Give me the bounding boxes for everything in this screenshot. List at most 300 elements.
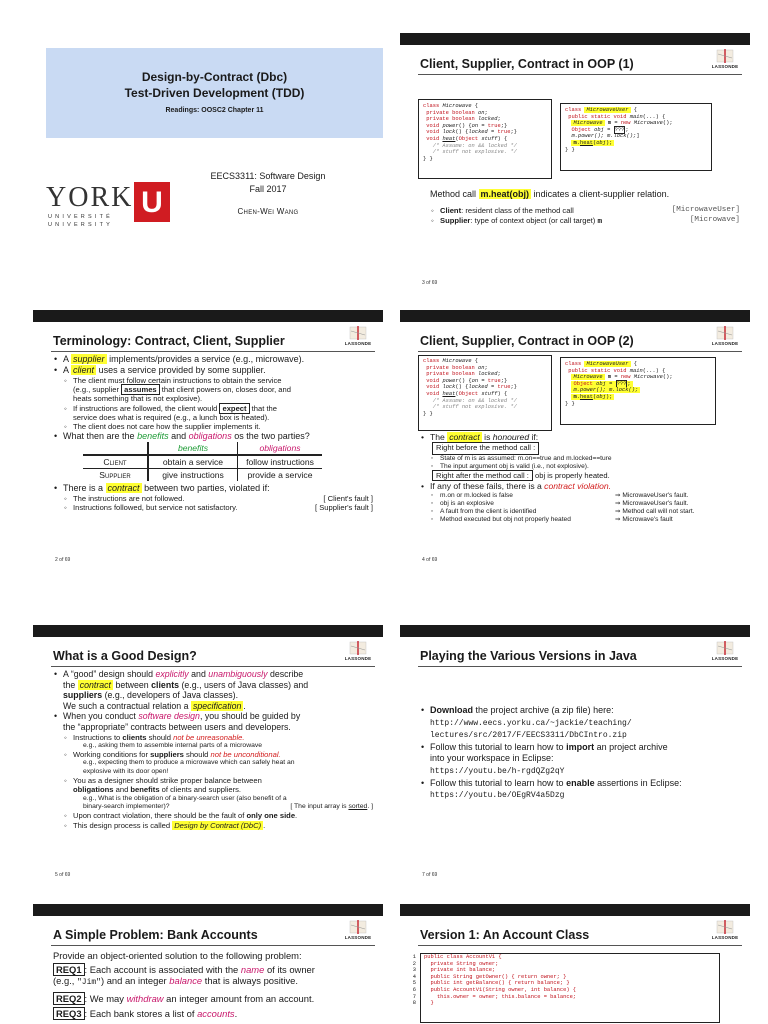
text: Upon contract violation, there should be the fault of — [73, 811, 245, 821]
york-sub-en: UNIVERSITY — [48, 222, 114, 228]
text: suppliers — [63, 690, 103, 701]
obligations-term: obligations — [188, 431, 232, 442]
table-cell: provide a service — [247, 470, 313, 481]
lassonde-logo — [708, 49, 742, 73]
text: if: — [531, 432, 539, 442]
fault-result: ⇒ Method call will not start. — [615, 507, 695, 515]
text: m.on or m.locked is false — [440, 491, 513, 499]
method-call-code: m.heat(obj) — [480, 189, 530, 199]
text: suppliers — [150, 750, 184, 760]
text: the — [63, 679, 76, 690]
sub-bullet — [53, 733, 373, 742]
code-comment: /* stuff not explosive. */ — [423, 404, 517, 411]
slide-body — [420, 705, 740, 802]
code-line: this.owner = owner; this.balance = balance; — [424, 993, 577, 1000]
lassonde-logo — [708, 641, 742, 665]
code-line: Microwave m = new Microwave(); — [573, 374, 673, 381]
york-logo — [46, 182, 186, 232]
text: : Each bank stores a list of — [84, 1008, 195, 1020]
bullet-enable — [420, 778, 740, 802]
bullet-software-design — [53, 711, 373, 732]
text: software design — [138, 711, 200, 722]
code-line: } } — [423, 410, 433, 417]
text: . — [234, 1008, 238, 1020]
code-line: } — [424, 1000, 434, 1007]
text: explosive with its door open! — [83, 767, 169, 775]
slide-bank-accounts — [33, 904, 383, 1024]
slide-title-line1: Design-by-Contract (Dbc) — [141, 70, 288, 84]
tutorial-link[interactable]: https://youtu.be/OEgRV4a5Dzg — [430, 791, 565, 801]
text: benefits — [130, 785, 160, 795]
slide-heading: Playing the Various Versions in Java — [420, 649, 637, 663]
bullet-violation — [420, 481, 742, 491]
client-label: Client — [440, 206, 462, 215]
text: The client must follow certain instructions to obtain the service — [73, 376, 282, 385]
text: Method call — [430, 189, 477, 199]
text: If any of these fails, there is a — [430, 481, 542, 492]
code-line: } } — [565, 400, 575, 407]
lassonde-wordmark: LASSONDE — [344, 935, 372, 940]
code-line: private boolean on; — [426, 109, 488, 116]
slide-client-supplier-1 — [400, 33, 750, 298]
client-definition — [420, 206, 740, 215]
author: Chen-Wei Wang — [237, 207, 299, 216]
code-microwave — [418, 99, 552, 179]
slide-header-bar — [400, 904, 750, 916]
after-call-label: Right after the method call : — [432, 470, 533, 481]
code-line: public AccountV1(String owner, int balance) { — [424, 986, 577, 993]
text: "Jim" — [76, 978, 101, 988]
title-banner — [46, 48, 383, 138]
text: Follow this tutorial to learn how to — [430, 777, 564, 788]
text: A “good” design should — [63, 669, 153, 679]
lassonde-logo — [708, 920, 742, 944]
text: The input argument obj is valid (i.e., not explosive). — [440, 462, 589, 470]
code-microwave — [418, 355, 552, 431]
text: of clients and suppliers. — [161, 785, 242, 795]
sub-bullet — [420, 500, 742, 508]
sub-bullet: ◦ Upon contract violation, there should be the fault of only one side. — [53, 811, 373, 820]
text: that client powers on, closes door, and — [161, 385, 291, 395]
text: A fault from the client is identified — [440, 507, 537, 515]
lassonde-wordmark: LASSONDE — [344, 656, 372, 661]
lassonde-mark-icon — [715, 49, 735, 63]
code-line: void power() {on = true;} — [426, 122, 508, 129]
text: enable — [566, 777, 595, 788]
bullet-download — [420, 705, 740, 742]
code-comment: /* stuff not explosive. */ — [423, 149, 517, 156]
line-number: 7 — [412, 993, 416, 1000]
text: should — [148, 732, 171, 742]
line-number: 3 — [412, 967, 416, 974]
text: describe — [269, 669, 304, 679]
course-name: EECS3311: Software Design — [210, 171, 326, 181]
slide-heading: Client, Supplier, Contract in OOP (2) — [420, 334, 634, 348]
text: and — [171, 431, 187, 442]
line-number: 2 — [412, 960, 416, 967]
york-wordmark: YORK — [46, 182, 134, 213]
code-line: void lock() {locked = true;} — [426, 129, 517, 136]
sub-bullet — [420, 463, 742, 471]
specification-term: specification — [192, 700, 242, 711]
code-line: void heat(Object stuff) { — [426, 390, 508, 397]
code-line: m.heat(obj); — [573, 393, 613, 400]
line-number: 8 — [412, 1000, 416, 1007]
code-line: } } — [423, 155, 433, 162]
header-rule — [51, 351, 375, 352]
table-cell: give instructions — [148, 469, 238, 482]
violation-term: contract violation. — [544, 481, 612, 492]
course-term: Fall 2017 — [249, 184, 287, 194]
text: sorted — [348, 803, 368, 810]
sub-bullet — [53, 422, 373, 431]
sub-bullet — [420, 516, 742, 524]
lassonde-mark-icon — [348, 641, 368, 655]
lassonde-wordmark: LASSONDE — [344, 341, 372, 346]
page-number: 5 of 69 — [55, 872, 71, 878]
sub-bullet — [53, 750, 373, 759]
supplier-value: [Microwave] — [689, 216, 740, 224]
table-cell: Supplier — [83, 469, 148, 482]
code-line: private String owner; — [424, 960, 499, 967]
slide-header-bar — [400, 310, 750, 322]
bullet-supplier — [53, 354, 373, 365]
text: The client does not care how the supplier implements it. — [73, 422, 261, 432]
lassonde-mark-icon — [715, 326, 735, 340]
page-number: 3 of 69 — [422, 280, 438, 286]
slide-account-class — [400, 904, 750, 1024]
code-line: void lock() {locked = true;} — [426, 384, 517, 391]
code-comment: /* Assume: on && locked */ — [423, 142, 517, 149]
table-row — [83, 469, 322, 482]
text: (e.g., developers of Java classes). — [104, 690, 239, 701]
line-number: 6 — [412, 986, 416, 993]
header-rule — [51, 666, 375, 667]
supplier-definition — [420, 216, 740, 227]
slide-heading: Version 1: An Account Class — [420, 928, 590, 942]
text: explicitly — [155, 669, 189, 679]
slide-header-bar — [33, 904, 383, 916]
sub-bullet — [53, 494, 373, 503]
text: the “appropriate” contracts between users and developers. — [63, 721, 291, 732]
text: obligations — [73, 785, 114, 795]
lassonde-logo — [708, 326, 742, 350]
text: between two parties, violated if: — [144, 483, 270, 494]
text: not be unreasonable. — [173, 732, 245, 742]
text: implements/provides a service (e.g., microwave). — [109, 354, 305, 364]
table-header-row — [83, 442, 322, 455]
client-term: client — [73, 365, 95, 375]
contract-term: contract — [107, 483, 140, 494]
line-number: 4 — [412, 973, 416, 980]
table-header: benefits — [148, 442, 238, 455]
supplier-term: supplier — [73, 354, 105, 364]
text: (e.g., — [53, 975, 77, 987]
code-comment: /* Assume: on && locked */ — [423, 397, 517, 404]
header-rule — [418, 74, 742, 75]
text: This design process is called — [73, 820, 171, 830]
text: into your workspace in Eclipse: — [430, 753, 554, 764]
text: name — [240, 963, 265, 975]
slide-good-design — [33, 625, 383, 890]
text: Instructions followed, but service not satisfactory. — [73, 503, 238, 513]
sub-bullet — [53, 404, 373, 422]
text: assertions in Eclipse: — [597, 777, 682, 788]
text: e.g., expecting them to produce a microwave which can safely heat an — [83, 759, 295, 767]
table-cell: Client — [83, 455, 148, 469]
slide-heading: Terminology: Contract, Client, Supplier — [53, 334, 285, 348]
slide-header-bar — [33, 310, 383, 322]
table-row — [83, 455, 322, 469]
bullet-contract — [53, 483, 373, 494]
text: A — [63, 354, 69, 364]
slide-heading: Client, Supplier, Contract in OOP (1) — [420, 57, 634, 71]
text: When you conduct — [63, 711, 136, 722]
bullet-honoured — [420, 432, 742, 442]
contract-term: contract — [449, 432, 480, 442]
client-value: [MicrowaveUser] — [671, 206, 740, 214]
code-line: public static void main(...) { — [568, 113, 666, 120]
req-tag: REQ2 — [53, 992, 85, 1005]
requirement-2 — [53, 993, 375, 1005]
text: is — [484, 432, 491, 442]
text: and — [191, 669, 206, 679]
slide-title — [33, 33, 383, 298]
lassonde-wordmark: LASSONDE — [711, 64, 739, 69]
lassonde-logo — [341, 641, 375, 665]
slide-heading: A Simple Problem: Bank Accounts — [53, 928, 258, 942]
text: only one side — [246, 811, 296, 821]
bullet-import — [420, 742, 740, 778]
text: indicates a client-supplier relation. — [533, 189, 670, 199]
code-line: private boolean on; — [426, 364, 488, 371]
slide-body — [53, 950, 375, 1020]
text: os the two parties? — [234, 431, 310, 442]
text: : resident class of the method call — [461, 206, 574, 215]
code-line: class MicrowaveUser { — [565, 107, 637, 113]
code-microwave-user — [560, 357, 716, 425]
code-line: void heat(Object stuff) { — [426, 135, 508, 142]
text: that is always positive. — [204, 975, 298, 987]
code-microwave-user — [560, 103, 712, 171]
text: the project archive (a zip file) here: — [475, 705, 614, 715]
text: Follow this tutorial to learn how to — [430, 741, 564, 752]
code-line: } } — [565, 146, 575, 153]
benefits-table — [83, 442, 322, 481]
text: , you should be guided by — [199, 711, 301, 722]
page-number: 7 of 69 — [422, 872, 438, 878]
text: and — [115, 785, 129, 795]
text: We such a contractual relation a — [63, 700, 189, 711]
sub-bullet: ◦ This design process is called Design by Contract (DbC) . — [53, 821, 373, 830]
text: unambiguously — [208, 669, 268, 679]
after-call-row — [432, 471, 742, 481]
lassonde-mark-icon — [715, 641, 735, 655]
lassonde-mark-icon — [348, 326, 368, 340]
code-line: Microwave m = new Microwave(); — [573, 120, 673, 127]
code-line: class Microwave { — [423, 358, 479, 364]
fault-result: ⇒ MicrowaveUser's fault. — [615, 491, 689, 499]
table-cell: follow instructions — [246, 457, 314, 468]
tutorial-link[interactable]: https://youtu.be/h-rgdQZg2qY — [430, 766, 565, 776]
code-line: public static void main(...) { — [568, 367, 666, 374]
lassonde-wordmark: LASSONDE — [711, 935, 739, 940]
method-call-line — [430, 189, 669, 199]
code-line: public String getOwner() { return owner; } — [424, 973, 567, 980]
text: e.g., What is the obligation of a binary-search user (also benefit of a — [83, 794, 287, 802]
lassonde-wordmark: LASSONDE — [711, 341, 739, 346]
lassonde-mark-icon — [715, 920, 735, 934]
expect-box: expect — [219, 403, 249, 414]
text: heats something that is not explosive). — [73, 394, 203, 404]
text: A — [63, 365, 69, 375]
slide-java-versions — [400, 625, 750, 890]
code-line: m.heat(obj); — [573, 139, 613, 146]
sub-bullet — [53, 376, 373, 404]
sub-bullet — [420, 455, 742, 463]
code-line: m.power(); m.lock();] — [571, 133, 640, 140]
slide-body — [53, 354, 373, 513]
text: an project archive — [596, 741, 668, 752]
sub-bullet — [420, 492, 742, 500]
text: There is a — [63, 483, 104, 494]
code-line: public class AccountV1 { — [424, 954, 502, 960]
text: obj is properly heated. — [535, 470, 610, 480]
text: . ] — [367, 803, 373, 810]
table-header: obligations — [259, 443, 301, 454]
requirement-3 — [53, 1008, 375, 1020]
line-number: 5 — [412, 980, 416, 987]
text: (e.g., supplier — [73, 385, 120, 395]
text: If instructions are followed, the client would — [73, 403, 218, 413]
bullet-benefits — [53, 431, 373, 442]
text: withdraw — [126, 992, 164, 1004]
bullet-good-design: • A “good” design should explicitly and unambiguously describe the contract between clients (e.g., users of Java classes) and suppliers (e.g., developers of Java classes). We such a contractual relation a specification . — [53, 669, 373, 711]
sub-bullet — [53, 776, 373, 794]
supplier-label: Supplier — [440, 216, 471, 225]
text: clients — [151, 679, 180, 690]
fault-result: ⇒ Microwave's fault — [615, 515, 673, 523]
text: You as a designer should strike proper balance between — [73, 776, 262, 786]
text: obj is an explosive — [440, 499, 494, 507]
sub-bullet — [420, 508, 742, 516]
text: Method executed but obj not properly heated — [440, 515, 571, 523]
text: Instructions to — [73, 732, 121, 742]
slide-header-bar — [400, 625, 750, 637]
code-line: Object obj = ???; — [571, 126, 629, 133]
page-number: 4 of 69 — [422, 557, 438, 563]
code-line: Object obj = ???; — [573, 380, 631, 387]
header-rule — [418, 945, 742, 946]
code-line: private boolean locked; — [426, 371, 501, 378]
example-text — [53, 759, 373, 776]
text: that the — [251, 403, 278, 413]
lassonde-logo — [341, 326, 375, 350]
supplier-m: m — [597, 218, 603, 226]
text: not be unconditional. — [210, 750, 281, 760]
text: of its owner — [266, 963, 315, 975]
dbc-term: Design by Contract (DbC) — [174, 820, 262, 830]
text: The instructions are not followed. — [73, 494, 185, 504]
problem-intro: Provide an object-oriented solution to the following problem: — [53, 950, 302, 961]
slide-body — [420, 432, 742, 524]
text: : We may — [84, 992, 124, 1004]
text: accounts — [197, 1008, 235, 1020]
line-number: 1 — [412, 954, 416, 960]
header-rule — [418, 351, 742, 352]
download-link[interactable]: lectures/src/2017/F/EECS3311/DbCIntro.zip — [430, 731, 627, 741]
text: honoured — [492, 432, 530, 442]
code-line: private int balance; — [424, 967, 496, 974]
text: service does what is required (e.g., a lunch box is heated). — [73, 412, 270, 422]
header-rule — [51, 945, 375, 946]
lassonde-logo — [341, 920, 375, 944]
download-link[interactable]: http://www.eecs.yorku.ca/~jackie/teaching/ — [430, 718, 632, 728]
text: : Each account is associated with the — [84, 963, 239, 975]
requirement-1 — [53, 964, 375, 989]
text: uses a service provided by some supplier. — [98, 365, 266, 375]
code-box — [420, 953, 720, 1023]
code-line: private boolean locked; — [426, 116, 501, 123]
fault-tag: [ Supplier's fault ] — [314, 503, 373, 513]
york-u-letter: U — [141, 186, 163, 219]
fault-tag: [ Client's fault ] — [323, 494, 373, 504]
lassonde-mark-icon — [348, 920, 368, 934]
text: import — [566, 741, 595, 752]
lassonde-wordmark: LASSONDE — [711, 656, 739, 661]
text: ) and an integer — [100, 975, 167, 987]
slide-terminology — [33, 310, 383, 575]
req-tag: REQ1 — [53, 963, 85, 976]
text: binary-search implementer)? — [83, 803, 170, 810]
example-text: e.g., asking them to assemble internal parts of a microwave — [83, 741, 263, 749]
readings: Readings: OOSC2 Chapter 11 — [165, 107, 264, 114]
text: (e.g., users of Java classes) and — [181, 679, 309, 690]
req-tag: REQ3 — [53, 1007, 85, 1020]
sub-bullet — [53, 503, 373, 512]
text: clients — [122, 732, 147, 742]
slide-header-bar — [400, 33, 750, 45]
line-numbers — [406, 954, 416, 1007]
code-line: class Microwave { — [423, 103, 479, 109]
text: should — [186, 750, 209, 760]
header-rule — [418, 666, 742, 667]
slide-heading: What is a Good Design? — [53, 649, 197, 663]
text: What then are the — [63, 431, 135, 442]
table-cell: obtain a service — [148, 455, 238, 469]
york-sub-fr: UNIVERSITÉ — [48, 214, 114, 220]
slide-title-line2: Test-Driven Development (TDD) — [124, 86, 305, 100]
text: between — [115, 679, 149, 690]
page-number: 2 of 69 — [55, 557, 71, 563]
text: The — [430, 432, 445, 442]
code-line: void power() {on = true;} — [426, 377, 508, 384]
code-line: class MicrowaveUser { — [565, 361, 637, 367]
slide-header-bar — [33, 625, 383, 637]
bullet-client — [53, 365, 373, 376]
text: Working conditions for — [73, 750, 148, 760]
before-call-label: Right before the method call : — [432, 442, 539, 454]
assumes-box: assumes — [121, 384, 160, 395]
code-line: m.power(); m.lock(); — [573, 387, 639, 394]
york-u-mark — [134, 182, 170, 222]
fault-result: ⇒ MicrowaveUser's fault. — [615, 499, 689, 507]
contract-term: contract — [79, 679, 111, 690]
benefits-term: benefits — [137, 431, 169, 442]
text: [ The input array is — [290, 803, 347, 810]
text: : type of context object (or call target) — [470, 216, 596, 225]
slide-body — [53, 669, 373, 830]
